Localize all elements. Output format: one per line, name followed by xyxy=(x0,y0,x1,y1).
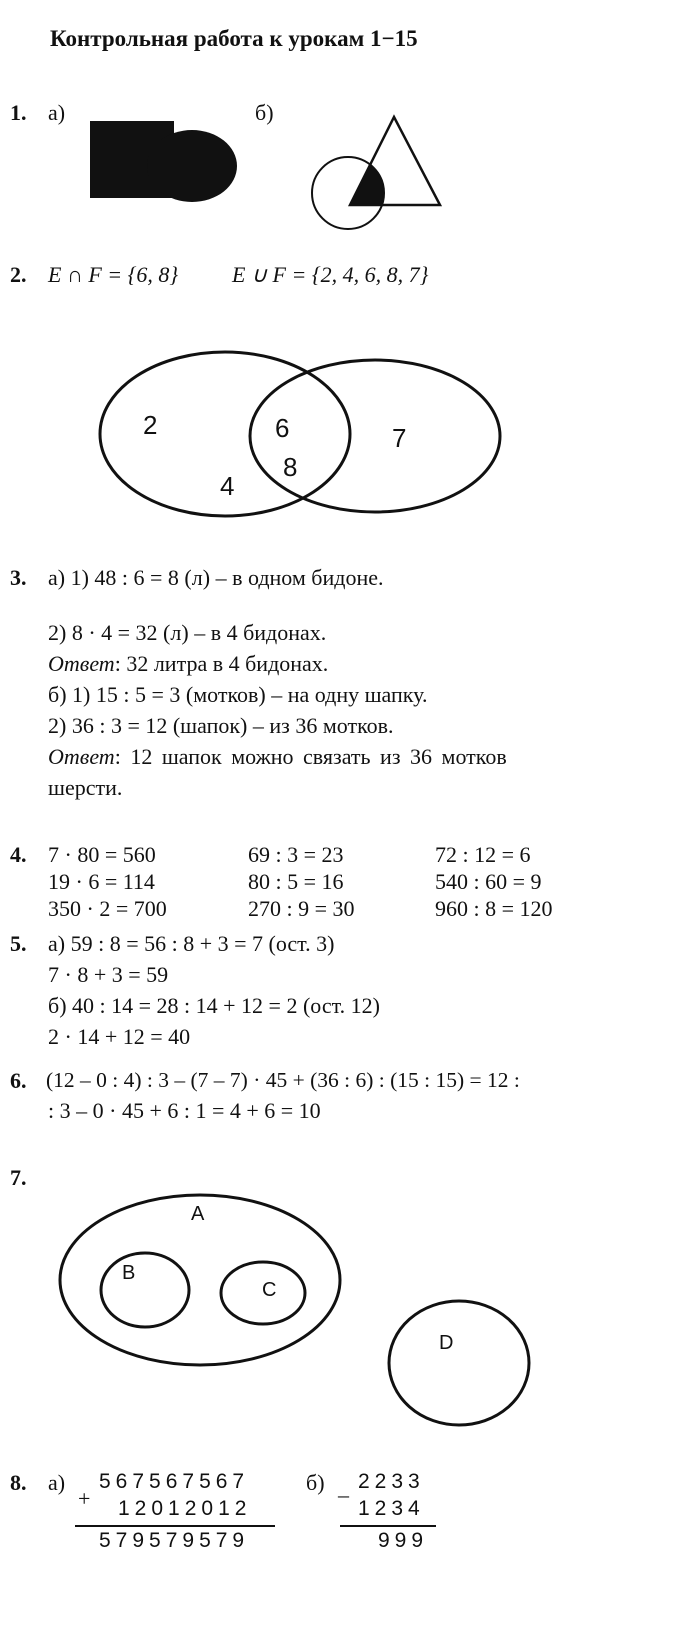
task-4-r1c2: 69 : 3 = 23 xyxy=(248,842,344,867)
task-8b-bottom-number: 1234 xyxy=(358,1497,425,1520)
task-3-line-5: 2) 36 : 3 = 12 (шапок) – из 36 мотков. xyxy=(48,713,394,738)
task-8-number: 8. xyxy=(10,1470,27,1495)
task-6-line-2: : 3 – 0 · 45 + 6 : 1 = 4 + 6 = 10 xyxy=(48,1098,321,1123)
task-4-r2c2: 80 : 5 = 16 xyxy=(248,869,344,894)
task-3-line-7: шерсти. xyxy=(48,775,123,800)
task-8b-operator: – xyxy=(338,1482,349,1507)
task-2-number: 2. xyxy=(10,262,27,287)
venn-label-7: 7 xyxy=(392,423,407,453)
task-7-number: 7. xyxy=(10,1165,27,1190)
task-8a-label: а) xyxy=(48,1470,66,1495)
task-3-line-2: 2) 8 · 4 = 32 (л) – в 4 бидонах. xyxy=(48,620,327,645)
answer-colon: : xyxy=(114,651,121,676)
set-a-label: A xyxy=(191,1203,205,1225)
venn-label-6: 6 xyxy=(275,413,290,443)
task-1a-label: а) xyxy=(48,100,66,125)
task-4-r3c1: 350 · 2 = 700 xyxy=(48,896,167,921)
venn-label-4: 4 xyxy=(220,471,235,501)
answer-word: Ответ xyxy=(48,744,115,769)
venn-label-2: 2 xyxy=(143,410,158,440)
task-4-number: 4. xyxy=(10,842,27,867)
task-5-line-1: а) 59 : 8 = 56 : 8 + 3 = 7 (ост. 3) xyxy=(48,931,335,956)
task-4-r1c1: 7 · 80 = 560 xyxy=(48,842,156,867)
venn-label-8: 8 xyxy=(283,452,298,482)
set-d-label: D xyxy=(439,1332,454,1354)
task-4-r3c2: 270 : 9 = 30 xyxy=(248,896,355,921)
task-8a-bottom-number: 12012012 xyxy=(118,1497,252,1520)
task-4-r3c3: 960 : 8 = 120 xyxy=(435,896,553,921)
task-3-line-1: а) 1) 48 : 6 = 8 (л) – в одном бидоне. xyxy=(48,565,384,590)
task-8a-result: 579579579 xyxy=(99,1529,250,1552)
task-2-union: E ∪ F = {2, 4, 6, 8, 7} xyxy=(232,262,429,287)
task-8b-top-number: 2233 xyxy=(358,1470,425,1493)
task-6-number: 6. xyxy=(10,1068,27,1093)
task-5-number: 5. xyxy=(10,931,27,956)
task-5-line-3: б) 40 : 14 = 28 : 14 + 12 = 2 (ост. 12) xyxy=(48,993,380,1018)
task-5-line-4: 2 · 14 + 12 = 40 xyxy=(48,1024,191,1049)
answer-word: Ответ xyxy=(48,651,115,676)
set-c-label: C xyxy=(262,1279,277,1301)
set-b-label: B xyxy=(122,1262,136,1284)
task-4-r2c1: 19 · 6 = 114 xyxy=(48,869,155,894)
task-3-number: 3. xyxy=(10,565,27,590)
task-8b-label: б) xyxy=(306,1470,325,1495)
page-title: Контрольная работа к урокам 1−15 xyxy=(50,26,418,51)
task-8b-result: 999 xyxy=(378,1529,429,1552)
task-1-number: 1. xyxy=(10,100,27,125)
task-5-line-2: 7 · 8 + 3 = 59 xyxy=(48,962,169,987)
answer-text: 12 шапок можно связать из 36 мотков xyxy=(130,744,507,769)
answer-colon: : xyxy=(114,744,121,769)
answer-text: 32 литра в 4 бидонах. xyxy=(126,651,329,676)
task-2-intersection: E ∩ F = {6, 8} xyxy=(48,262,179,287)
task-8a-operator: + xyxy=(78,1486,91,1511)
task-6-line-1: (12 – 0 : 4) : 3 – (7 – 7) · 45 + (36 : 6) : (15 : 15) = 12 : xyxy=(46,1068,520,1092)
task-4-r2c3: 540 : 60 = 9 xyxy=(435,869,542,894)
task-1b-label: б) xyxy=(255,100,274,125)
task-4-r1c3: 72 : 12 = 6 xyxy=(435,842,531,867)
task-8a-top-number: 567567567 xyxy=(99,1470,250,1493)
task-3-line-4: б) 1) 15 : 5 = 3 (мотков) – на одну шапку. xyxy=(48,682,428,707)
